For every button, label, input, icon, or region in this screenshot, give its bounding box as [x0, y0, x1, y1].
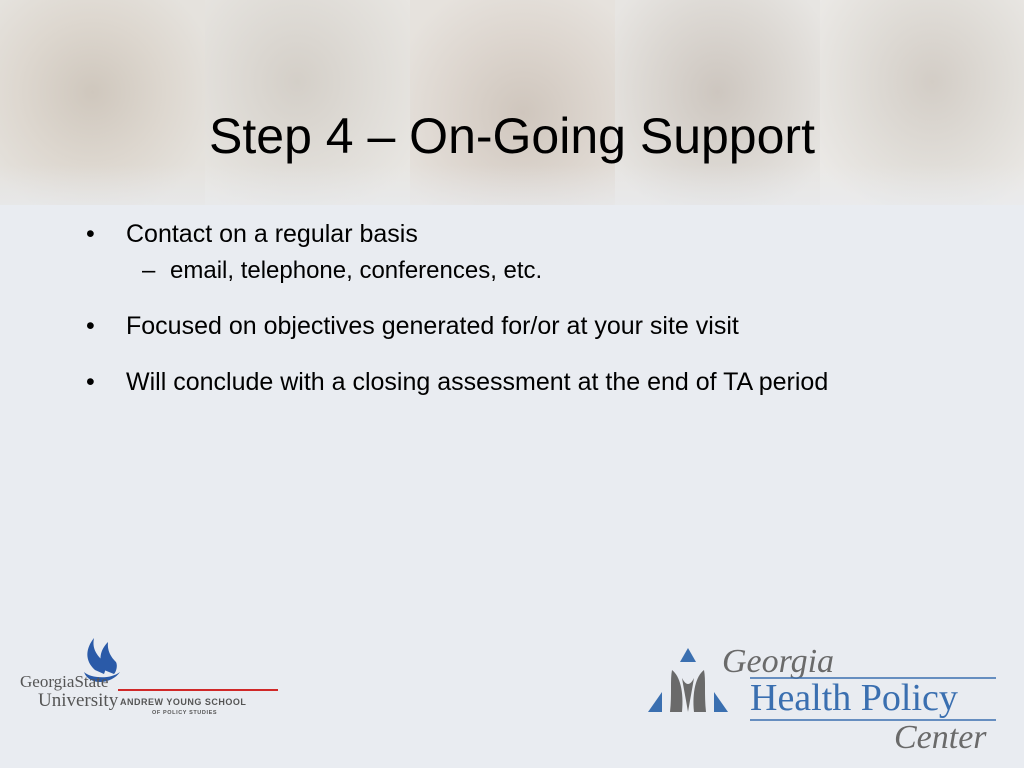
ghpc-line3: Center [894, 719, 987, 755]
gsu-school-line1: ANDREW YOUNG SCHOOL [120, 697, 247, 707]
bullet-marker: • [86, 368, 95, 396]
sub-bullet-list [126, 256, 980, 286]
sub-bullet-item [126, 256, 980, 286]
gsu-line2: University [38, 690, 119, 711]
bullet-item [80, 218, 980, 286]
bullet-item [80, 310, 980, 342]
ghpc-logo [640, 640, 1010, 755]
ghpc-emblem-icon [648, 648, 728, 712]
bullet-marker: • [86, 312, 95, 340]
bullet-text: Contact on a regular basis [126, 220, 418, 248]
slide-title: Step 4 – On-Going Support [209, 108, 815, 164]
gsu-line1: GeorgiaState [20, 672, 109, 691]
bullet-item [80, 366, 980, 398]
bullet-marker: • [86, 220, 95, 248]
gsu-logo [20, 630, 290, 720]
ghpc-line1: Georgia [722, 643, 835, 680]
sub-bullet-marker: – [142, 257, 156, 284]
bullet-text: Will conclude with a closing assessment at the end of TA period [126, 368, 829, 396]
bullet-text: Focused on objectives generated for/or at your site visit [126, 312, 739, 340]
sub-bullet-text: email, telephone, conferences, etc. [170, 257, 543, 284]
ghpc-line2: Health Policy [750, 677, 958, 719]
bullet-list [80, 218, 980, 422]
gsu-school-line2: OF POLICY STUDIES [152, 710, 218, 716]
